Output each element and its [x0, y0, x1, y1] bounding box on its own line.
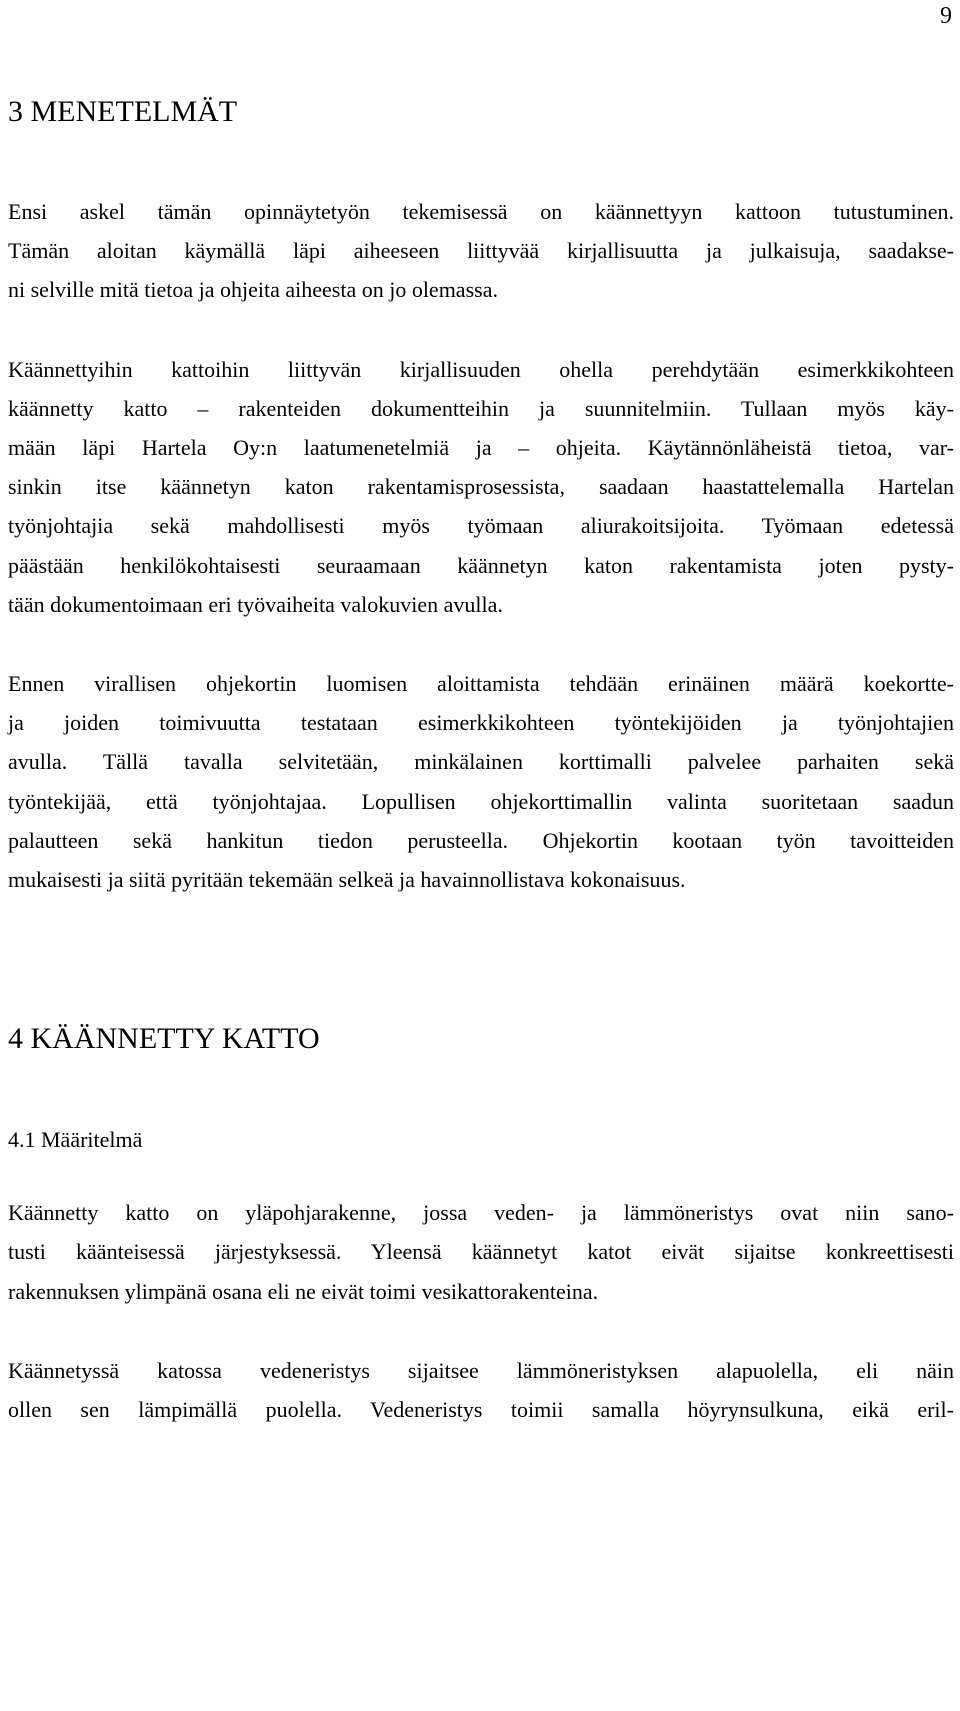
- text-line: käännetty katto – rakenteiden dokumentteihin ja suunnitelmiin. Tullaan myös käy-: [8, 395, 954, 421]
- text-line: rakennuksen ylimpänä osana eli ne eivät toimi vesikattorakenteina.: [8, 1278, 599, 1304]
- text-line: ni selville mitä tietoa ja ohjeita aiheesta on jo olemassa.: [8, 277, 498, 303]
- text-line: Tämän aloitan käymällä läpi aiheeseen liittyvää kirjallisuutta ja julkaisuja, saadakse-: [8, 238, 954, 264]
- text-line: Käännetty katto on yläpohjarakenne, jossa veden- ja lämmöneristys ovat niin sano-: [8, 1200, 954, 1226]
- section-3-heading: 3 MENETELMÄT: [8, 95, 238, 128]
- text-line: Käännetyssä katossa vedeneristys sijaitsee lämmöneristyksen alapuolella, eli näin: [8, 1357, 954, 1383]
- section-3-paragraph-3: [8, 664, 954, 899]
- text-line: Ensi askel tämän opinnäytetyön tekemisessä on käännettyyn kattoon tutustuminen.: [8, 199, 954, 224]
- text-line: tusti käänteisessä järjestyksessä. Yleensä käännetyt katot eivät sijaitse konkreettisesti: [8, 1239, 954, 1265]
- section-4-heading: 4 KÄÄNNETTY KATTO: [8, 1022, 320, 1056]
- document-body: [8, 92, 954, 1429]
- text-line: mään läpi Hartela Oy:n laatumenetelmiä ja – ohjeita. Käytännönläheistä tietoa, var-: [8, 435, 954, 461]
- text-line: ollen sen lämpimällä puolella. Vedeneristys toimii samalla höyrynsulkuna, eikä eril-: [8, 1397, 954, 1423]
- text-line: sinkin itse käännetyn katon rakentamisprosessista, saadaan haastattelemalla Hartelan: [8, 474, 954, 500]
- section-3-paragraph-2: [8, 350, 954, 624]
- section-3-paragraph-1: [8, 192, 954, 310]
- text-line: palautteen sekä hankitun tiedon perusteella. Ohjekortin kootaan työn tavoitteiden: [8, 827, 954, 853]
- text-line: päästään henkilökohtaisesti seuraamaan käännetyn katon rakentamista joten pysty-: [8, 552, 954, 578]
- text-line: ja joiden toimivuutta testataan esimerkkikohteen työntekijöiden ja työnjohtajien: [8, 710, 954, 736]
- text-line: Käännettyihin kattoihin liittyvän kirjallisuuden ohella perehdytään esimerkkikohteen: [8, 356, 954, 382]
- text-line: tään dokumentoimaan eri työvaiheita valokuvien avulla.: [8, 591, 503, 617]
- text-line: työnjohtajia sekä mahdollisesti myös työmaan aliurakoitsijoita. Työmaan edetessä: [8, 513, 954, 539]
- section-4-paragraph-2: [8, 1351, 954, 1429]
- page-number: 9: [940, 3, 952, 29]
- section-4-1-heading: 4.1 Määritelmä: [8, 1127, 143, 1153]
- text-line: avulla. Tällä tavalla selvitetään, minkälainen korttimalli palvelee parhaiten sekä: [8, 749, 954, 775]
- section-4-paragraph-1: [8, 1193, 954, 1311]
- text-line: Ennen virallisen ohjekortin luomisen aloittamista tehdään erinäinen määrä koekortte-: [8, 671, 954, 697]
- text-line: mukaisesti ja siitä pyritään tekemään selkeä ja havainnollistava kokonaisuus.: [8, 867, 686, 893]
- text-line: työntekijää, että työnjohtajaa. Lopullisen ohjekorttimallin valinta suoritetaan saadun: [8, 788, 954, 814]
